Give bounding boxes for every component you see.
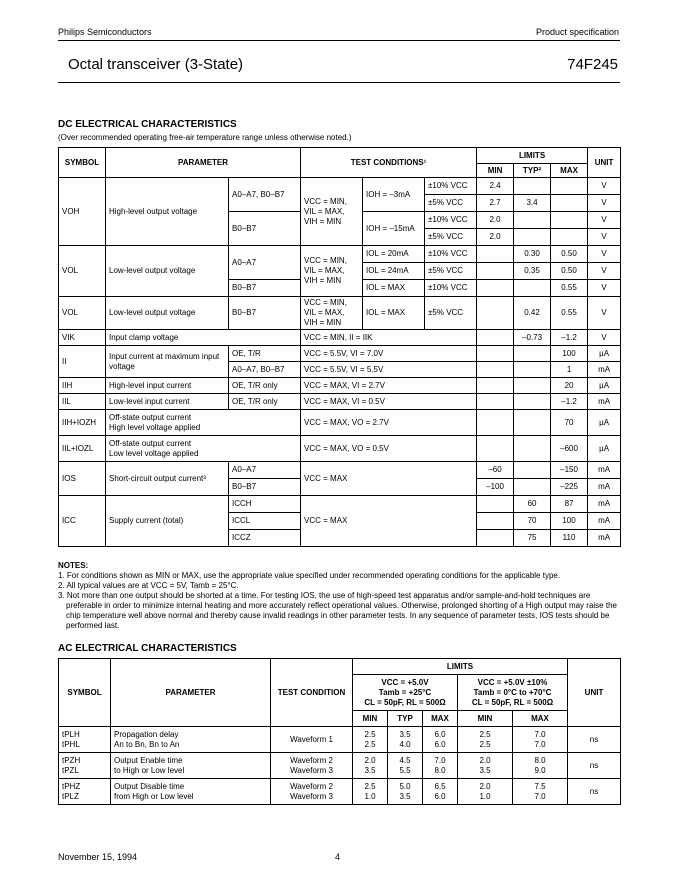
ac-min2: 2.0 3.5 [458, 753, 513, 779]
vol-sub2: B0–B7 [229, 280, 301, 297]
vol-min [477, 263, 514, 280]
ii-unit: mA [588, 362, 621, 378]
ac-unit: ns [568, 727, 621, 753]
icc-typ: 70 [514, 513, 551, 530]
ac-unit: ns [568, 753, 621, 779]
footer-page: 4 [335, 852, 341, 862]
notes-title: NOTES: [58, 561, 89, 570]
ios-sub: B0–B7 [229, 479, 301, 496]
ii-max: 1 [551, 362, 588, 378]
vol-min [477, 246, 514, 263]
iozl-symbol: IIL+IOZL [59, 436, 106, 462]
ac-symbol: tPZH tPZL [59, 753, 111, 779]
ac-h-min2: MIN [458, 711, 513, 727]
ac-heading: AC ELECTRICAL CHARACTERISTICS [58, 643, 237, 654]
vol-max: 0.50 [551, 263, 588, 280]
ac-typ: 4.5 5.5 [388, 753, 423, 779]
title-rule [58, 82, 620, 83]
iozl-max: –600 [551, 436, 588, 462]
ac-min2: 2.5 2.5 [458, 727, 513, 753]
vol-cond: VCC = MIN, VIL = MAX, VIH = MIN [301, 246, 363, 297]
ac-min: 2.5 1.0 [353, 779, 388, 805]
iih-unit: µA [588, 378, 621, 394]
iil-max: –1.2 [551, 394, 588, 410]
ac-min: 2.0 3.5 [353, 753, 388, 779]
vol2-sub: B0–B7 [229, 297, 301, 330]
dc-h-min: MIN [477, 164, 514, 178]
vol-param: Low-level output voltage [106, 246, 229, 297]
voh-ioh1: IOH = –3mA [363, 178, 425, 212]
ac-max2: 8.0 9.0 [513, 753, 568, 779]
iozh-max: 70 [551, 410, 588, 436]
voh-symbol: VOH [59, 178, 106, 246]
iozh-symbol: IIH+IOZH [59, 410, 106, 436]
note-3: 3. Not more than one output should be shorted at a time. For testing IOS, the use of high-speed test apparatus and/or sample-and-hold techniques are preferable in order to minimize internal heating and more accurately reflect operational values. Otherwise, prolonged shorting of a High output may raise the chip temperature well above normal and thereby cause invalid readings in other parameter tests. In any sequence of parameter tests, IOS tests should be performed last. [58, 591, 617, 630]
voh-vcc: ±5% VCC [425, 229, 477, 246]
ac-typ: 5.0 3.5 [388, 779, 423, 805]
iozh-cond: VCC = MAX, VO = 2.7V [301, 410, 477, 436]
ac-h-col1: VCC = +5.0V Tamb = +25°C CL = 50pF, RL = 500Ω [353, 675, 458, 711]
iozl-cond: VCC = MAX, VO = 0.5V [301, 436, 477, 462]
ac-h-limits: LIMITS [353, 659, 568, 675]
voh-vcc: ±5% VCC [425, 195, 477, 212]
ac-symbol: tPHZ tPLZ [59, 779, 111, 805]
vol-vcc: ±5% VCC [425, 263, 477, 280]
ac-max2: 7.0 7.0 [513, 727, 568, 753]
vol-iol: IOL = MAX [363, 280, 425, 297]
vol-iol: IOL = 20mA [363, 246, 425, 263]
ii-symbol: II [59, 346, 106, 378]
note-2: 2. All typical values are at VCC = 5V, Tamb = 25°C. [58, 581, 239, 590]
ii-max: 100 [551, 346, 588, 362]
vol-unit: V [588, 280, 621, 297]
ac-param: Output Enable time to High or Low level [111, 753, 271, 779]
voh-unit: V [588, 212, 621, 229]
ii-cond: VCC = 5.5V, VI = 7.0V [301, 346, 477, 362]
vol-max: 0.55 [551, 280, 588, 297]
ac-h-col2: VCC = +5.0V ±10% Tamb = 0°C to +70°C CL = 50pF, RL = 500Ω [458, 675, 568, 711]
ac-min2: 2.0 1.0 [458, 779, 513, 805]
icc-sub: ICCL [229, 513, 301, 530]
vol-unit: V [588, 263, 621, 280]
iozh-param: Off-state output current High level voltage applied [106, 410, 301, 436]
voh-min: 2.0 [477, 212, 514, 229]
ac-min: 2.5 2.5 [353, 727, 388, 753]
voh-unit: V [588, 229, 621, 246]
voh-typ [514, 212, 551, 229]
voh-cond: VCC = MIN, VIL = MAX, VIH = MIN [301, 178, 363, 246]
ii-unit: µA [588, 346, 621, 362]
ii-cond: VCC = 5.5V, VI = 5.5V [301, 362, 477, 378]
vol2-iol: IOL = MAX [363, 297, 425, 330]
vol-vcc: ±10% VCC [425, 280, 477, 297]
vol-symbol: VOL [59, 246, 106, 297]
ios-unit: mA [588, 462, 621, 479]
company-name: Philips Semiconductors [58, 27, 152, 37]
icc-max: 100 [551, 513, 588, 530]
ios-unit: mA [588, 479, 621, 496]
vol2-cond: VCC = MIN, VIL = MAX, VIH = MIN [301, 297, 363, 330]
voh-max [551, 195, 588, 212]
ac-h-min: MIN [353, 711, 388, 727]
vol-min [477, 280, 514, 297]
icc-max: 87 [551, 496, 588, 513]
voh-min: 2.4 [477, 178, 514, 195]
ii-sub: A0–A7, B0–B7 [229, 362, 301, 378]
ii-param: Input current at maximum input voltage [106, 346, 229, 378]
vol-sub1: A0–A7 [229, 246, 301, 280]
doc-type: Product specification [535, 27, 619, 37]
icc-param: Supply current (total) [106, 496, 229, 547]
vol-max: 0.50 [551, 246, 588, 263]
ios-cond: VCC = MAX [301, 462, 477, 496]
vik-cond: VCC = MIN, II = IIK [301, 330, 477, 346]
ac-waveform: Waveform 2 Waveform 3 [271, 779, 353, 805]
vik-min [477, 330, 514, 346]
note-1: 1. For conditions shown as MIN or MAX, use the appropriate value specified under recommended operating conditions for the applicable type. [58, 571, 561, 580]
ac-unit: ns [568, 779, 621, 805]
ac-param: Output Disable time from High or Low level [111, 779, 271, 805]
icc-cond: VCC = MAX [301, 496, 477, 547]
voh-vcc: ±10% VCC [425, 212, 477, 229]
ac-h-parameter: PARAMETER [111, 659, 271, 727]
voh-max [551, 178, 588, 195]
ac-h-typ: TYP [388, 711, 423, 727]
ii-sub: OE, T/R [229, 346, 301, 362]
ac-h-max2: MAX [513, 711, 568, 727]
dc-heading: DC ELECTRICAL CHARACTERISTICS [58, 119, 237, 130]
icc-unit: mA [588, 496, 621, 513]
vik-max: –1.2 [551, 330, 588, 346]
iil-cond: VCC = MAX, VI = 0.5V [301, 394, 477, 410]
page-title: Octal transceiver (3-State) [68, 56, 244, 73]
part-number: 74F245 [567, 56, 618, 73]
dc-h-symbol: SYMBOL [59, 148, 106, 178]
vik-symbol: VIK [59, 330, 106, 346]
ios-min: –60 [477, 462, 514, 479]
vol-typ: 0.30 [514, 246, 551, 263]
vol-unit: V [588, 246, 621, 263]
iozl-param: Off-state output current Low level voltage applied [106, 436, 301, 462]
notes [58, 561, 623, 631]
voh-typ [514, 229, 551, 246]
ac-max: 6.0 6.0 [423, 727, 458, 753]
ac-max2: 7.5 7.0 [513, 779, 568, 805]
dc-subheading: (Over recommended operating free-air temperature range unless otherwise noted.) [58, 133, 352, 142]
icc-symbol: ICC [59, 496, 106, 547]
header-rule [58, 40, 620, 41]
ac-h-symbol: SYMBOL [59, 659, 111, 727]
voh-sub1: A0–A7, B0–B7 [229, 178, 301, 212]
ac-symbol: tPLH tPHL [59, 727, 111, 753]
vol2-symbol: VOL [59, 297, 106, 330]
ios-max: –150 [551, 462, 588, 479]
voh-min: 2.0 [477, 229, 514, 246]
dc-h-limits: LIMITS [477, 148, 588, 164]
voh-max [551, 229, 588, 246]
ac-typ: 3.5 4.0 [388, 727, 423, 753]
vol2-vcc: ±5% VCC [425, 297, 477, 330]
iih-symbol: IIH [59, 378, 106, 394]
vol2-min [477, 297, 514, 330]
vol-typ: 0.35 [514, 263, 551, 280]
dc-h-max: MAX [551, 164, 588, 178]
iozh-unit: µA [588, 410, 621, 436]
footer-date: November 15, 1994 [58, 852, 138, 862]
vik-param: Input clamp voltage [106, 330, 301, 346]
dc-h-unit: UNIT [588, 148, 621, 178]
icc-sub: ICCZ [229, 530, 301, 547]
voh-sub2: B0–B7 [229, 212, 301, 246]
voh-unit: V [588, 178, 621, 195]
dc-h-parameter: PARAMETER [106, 148, 301, 178]
vol-vcc: ±10% VCC [425, 246, 477, 263]
icc-typ: 75 [514, 530, 551, 547]
vol2-typ: 0.42 [514, 297, 551, 330]
iil-unit: mA [588, 394, 621, 410]
iih-cond: VCC = MAX, VI = 2.7V [301, 378, 477, 394]
voh-ioh2: IOH = –15mA [363, 212, 425, 246]
vol2-param: Low-level output voltage [106, 297, 229, 330]
dc-h-test: TEST CONDITIONS¹ [301, 148, 477, 178]
icc-max: 110 [551, 530, 588, 547]
vol2-max: 0.55 [551, 297, 588, 330]
iil-param: Low-level input current [106, 394, 229, 410]
ios-min: –100 [477, 479, 514, 496]
vik-typ: –0.73 [514, 330, 551, 346]
iih-max: 20 [551, 378, 588, 394]
icc-unit: mA [588, 530, 621, 547]
voh-unit: V [588, 195, 621, 212]
icc-typ: 60 [514, 496, 551, 513]
iih-sub: OE, T/R only [229, 378, 301, 394]
vol-typ [514, 280, 551, 297]
vol2-unit: V [588, 297, 621, 330]
ac-h-test: TEST CONDITION [271, 659, 353, 727]
voh-typ: 3.4 [514, 195, 551, 212]
ac-waveform: Waveform 1 [271, 727, 353, 753]
ac-param: Propagation delay An to Bn, Bn to An [111, 727, 271, 753]
ac-h-unit: UNIT [568, 659, 621, 727]
iih-param: High-level input current [106, 378, 229, 394]
vol-iol: IOL = 24mA [363, 263, 425, 280]
ios-symbol: IOS [59, 462, 106, 496]
ios-max: –225 [551, 479, 588, 496]
dc-h-typ: TYP² [514, 164, 551, 178]
voh-typ [514, 178, 551, 195]
icc-sub: ICCH [229, 496, 301, 513]
icc-unit: mA [588, 513, 621, 530]
vik-unit: V [588, 330, 621, 346]
voh-min: 2.7 [477, 195, 514, 212]
ac-max: 6.5 6.0 [423, 779, 458, 805]
ac-max: 7.0 8.0 [423, 753, 458, 779]
iil-symbol: IIL [59, 394, 106, 410]
iil-sub: OE, T/R only [229, 394, 301, 410]
ios-sub: A0–A7 [229, 462, 301, 479]
ac-h-max: MAX [423, 711, 458, 727]
voh-max [551, 212, 588, 229]
ac-table [58, 658, 621, 805]
voh-param: High-level output voltage [106, 178, 229, 246]
ios-param: Short-circuit output current³ [106, 462, 229, 496]
iozl-unit: µA [588, 436, 621, 462]
voh-vcc: ±10% VCC [425, 178, 477, 195]
ac-waveform: Waveform 2 Waveform 3 [271, 753, 353, 779]
dc-table [58, 147, 621, 547]
